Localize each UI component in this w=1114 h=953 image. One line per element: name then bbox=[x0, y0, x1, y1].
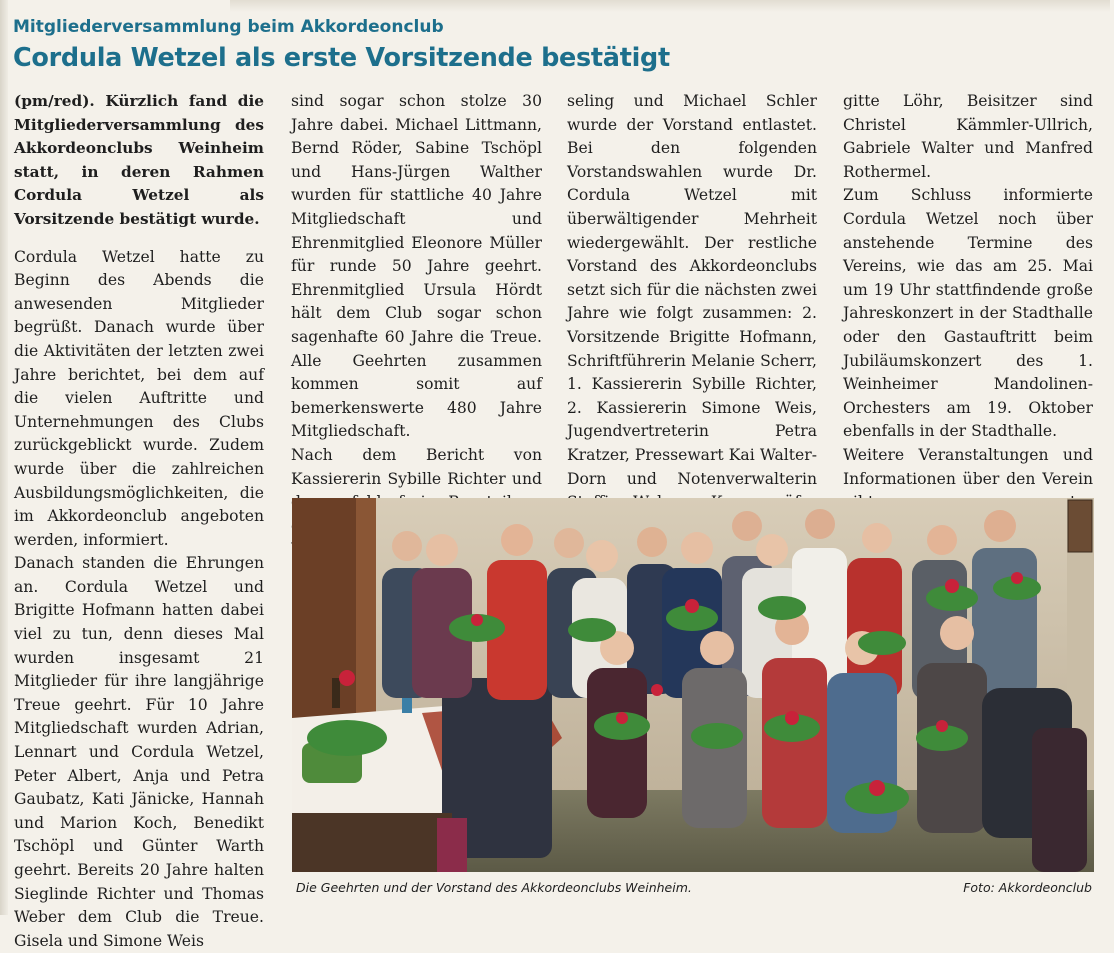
photo-caption: Die Geehrten und der Vorstand des Akkordeonclubs Weinheim. bbox=[296, 880, 692, 895]
group-photo-illustration bbox=[292, 498, 1094, 872]
paragraph-honors-continued: sind sogar schon stolze 30 Jahre dabei. Michael Littmann, Bernd Röder, Sabine Tschöpl und Hans-Jürgen Walther wurden für stattliche 40 Jahre Mitgliedschaft und Ehrenmitglied Eleonore Müller für runde 50 Jahre geehrt. Ehrenmitglied Ursula Hördt hält dem Club sogar schon sagenhafte 60 Jahre die Treue. Alle Geehrten zusammen kommen somit auf bemerkenswerte 480 Jahre Mitgliedschaft. bbox=[291, 92, 542, 441]
article-kicker: Mitgliederversammlung beim Akkordeonclub bbox=[13, 17, 444, 37]
paragraph-dates: Zum Schluss informierte Cordula Wetzel noch über anstehende Termine des Vereins, wie das am 25. Mai um 19 Uhr stattfindende große Jahreskonzert in der Stadthalle oder den Gastauftritt beim Jubiläumskonzert des 1. Weinheimer Mandolinen-Orchesters am 19. Oktober ebenfalls in der Stadthalle. bbox=[843, 186, 1093, 441]
paragraph-honors: Danach standen die Ehrungen an. Cordula Wetzel und Brigitte Hofmann hatten dabei viel zu tun, denn dieses Mal wurden insgesamt 21 Mitglieder für ihre langjährige Treue geehrt. Für 10 Jahre Mitgliedschaft wurden Adrian, Lennart und Cordula Wetzel, Peter Albert, Anja und Petra Gaubatz, Kati Jänicke, Hannah und Marion Koch, Benedikt Tschöpl und Günter Warth geehrt. Bereits 20 Jahre halten Sieglinde Richter und Thomas Weber dem Club die Treue. Gisela und Simone Weis bbox=[14, 554, 264, 950]
paragraph-treasurer: Nach dem Bericht von Kassiererin Sybille Richter und bbox=[291, 445, 542, 488]
page-gutter bbox=[0, 0, 8, 915]
article-headline: Cordula Wetzel als erste Vorsitzende bestätigt bbox=[13, 43, 670, 73]
paragraph-elections: seling und Michael Schler wurde der Vorstand entlastet. Bei den folgenden Vorstandswahlen wurde Dr. Cordula Wetzel mit überwältigender Mehrheit wiedergewählt. Der restliche Vorstand des Akkordeonclubs setzt sich für die nächsten zwei Jahre wie folgt zusammen: 2. Vorsitzende Brigitte Hofmann, Schriftführerin Melanie Scherr, 1. Kassiererin Sybille Richter, 2. Kassiererin Simone Weis, Jugendvertreterin Petra Kratzer, Pressewart Kai Walter-Dorn und Notenverwalterin bbox=[567, 92, 817, 488]
article-lead: (pm/red). Kürzlich fand die Mitgliederversammlung des Akkordeonclubs Weinheim statt, in deren Rahmen Cordula Wetzel als Vorsitzende bestätigt wurde. bbox=[14, 92, 264, 228]
group-photo bbox=[292, 498, 1094, 872]
text-column-3 bbox=[567, 90, 817, 538]
text-column-1 bbox=[14, 90, 264, 953]
text-column-2 bbox=[291, 90, 542, 562]
previous-article-edge bbox=[230, 0, 1110, 12]
text-column-4 bbox=[843, 90, 1093, 562]
paragraph-board-continued: gitte Löhr, Beisitzer sind Christel Kämmler-Ullrich, Gabriele Walter und Manfred Rothermel. bbox=[843, 92, 1093, 181]
photo-credit: Foto: Akkordeonclub bbox=[963, 880, 1092, 895]
paragraph-welcome: Cordula Wetzel hatte zu Beginn des Abends die anwesenden Mitglieder begrüßt. Danach wurde über die Aktivitäten der letzten zwei Jahre berichtet, bei dem auf die vielen Auftritte und Unternehmungen des Clubs zurückgeblickt wurde. Zudem wurde über die zahlreichen Ausbildungsmöglichkeiten, die im Akkordeonclub angeboten werden, informiert. bbox=[14, 247, 264, 549]
paragraph-more-info: Weitere Veranstaltungen und Informationen über den Verein bbox=[843, 445, 1093, 488]
